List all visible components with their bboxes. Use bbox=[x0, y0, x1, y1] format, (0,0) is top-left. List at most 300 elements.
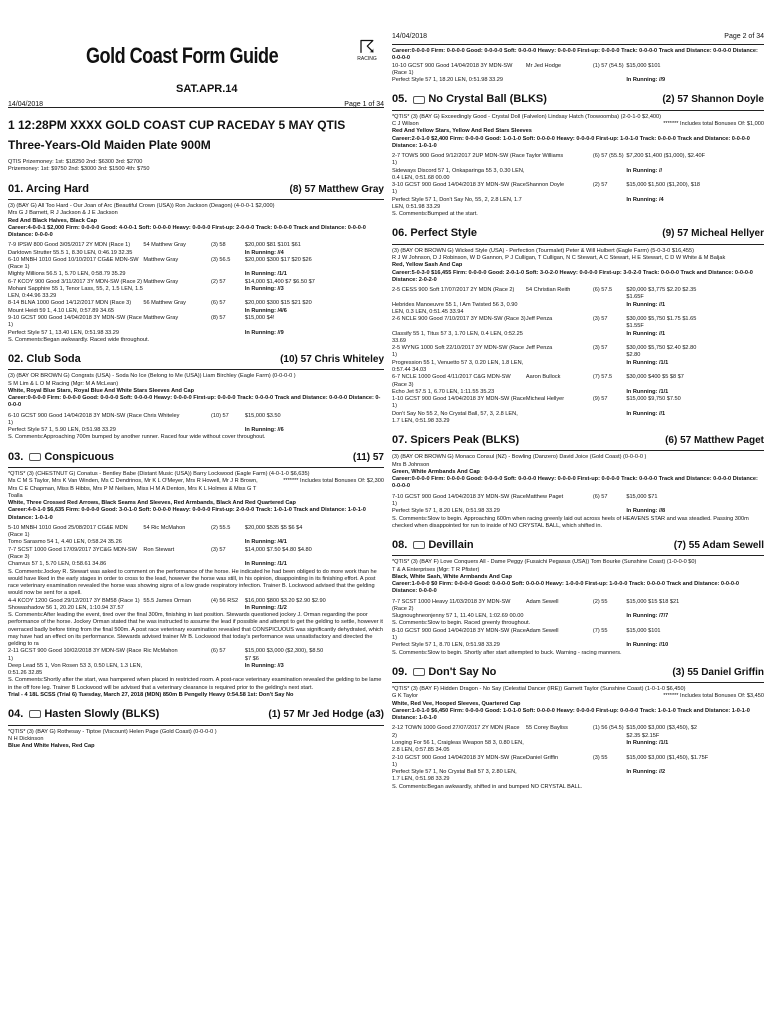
form-run-cell bbox=[328, 257, 384, 272]
form-run-cell bbox=[143, 605, 211, 612]
form-run-cell: Mohani Sapphire 55 1, Tenor Lass, 55, 2, 1.5 LEN, 1.5 LEN, 0:44.96 33.29 bbox=[8, 285, 143, 300]
horse-owner: Mrs G J Barnett, R J Jackson & J E Jackson bbox=[8, 210, 118, 217]
horse-title bbox=[392, 665, 496, 679]
form-run-cell bbox=[526, 613, 593, 620]
career-summary: Career:1-0-0-0 $0 Firm: 0-0-0-0 Good: 0-0-0-0 Soft: 0-0-0-0 Heavy: 1-0-0-0 First-up: 1-0-0-0 Track: 0-0-0-0 Track and Distance: 0-0-0-0 Distance: 0-0-0-0 bbox=[392, 581, 739, 595]
form-run-cell: $15,000 $3,000 ($1,450), $1.75F bbox=[626, 754, 709, 761]
form-run-cell: 4-4 KCOY 1200 Good 29/12/2017 3Y BM58 (Race 1) bbox=[8, 597, 140, 604]
form-run-cell: $20,000 $81 $101 $61 bbox=[244, 242, 301, 249]
race-title: 1 12:28PM XXXX GOLD COAST CUP RACEDAY 5 MAY QTIS bbox=[8, 118, 346, 132]
form-run-cell: (7) 57.5 bbox=[592, 374, 613, 381]
form-run-cell: $15,000 $101 bbox=[626, 627, 661, 634]
qtis-icon bbox=[413, 668, 425, 676]
form-run-cell bbox=[328, 547, 384, 562]
qtis-icon bbox=[29, 453, 41, 461]
form-run-cell: $14,000 $7.50 $4.80 $4.80 bbox=[244, 546, 312, 553]
divider bbox=[8, 107, 384, 108]
steward-comment: S. Comments:Began awkwardly. Raced wide throughout. bbox=[8, 336, 150, 343]
guide-title: Gold Coast Form Guide bbox=[86, 43, 279, 68]
form-run-cell: In Running: //10 bbox=[626, 642, 669, 649]
form-run-cell bbox=[143, 286, 211, 301]
horse-name: Spicers Peak (BLKS) bbox=[410, 434, 520, 447]
horse-title bbox=[392, 538, 474, 552]
form-run-cell bbox=[708, 411, 764, 426]
form-run-cell bbox=[526, 168, 593, 183]
horse-breeding: (3) (BAY OR BROWN G) Congrats (USA) - Soda No Ice (Belong to Me (USA)) Liam Birchley (Eagle Farm) (0-0-0-0 ) bbox=[8, 373, 296, 380]
form-run-row bbox=[392, 613, 764, 620]
form-run-row bbox=[8, 330, 384, 337]
horse-name: Perfect Style bbox=[410, 227, 478, 240]
horse-title bbox=[8, 182, 89, 196]
form-run-cell bbox=[211, 605, 245, 612]
form-run-cell: In Running: /1/1 bbox=[626, 739, 669, 746]
divider bbox=[392, 244, 764, 245]
form-run-cell bbox=[708, 182, 764, 197]
form-run-cell bbox=[211, 250, 245, 257]
form-run-row bbox=[392, 411, 764, 426]
horse-colours: Red, Yellow Sash And Cap bbox=[392, 262, 463, 269]
form-run-cell: In Running: /4/6 bbox=[244, 307, 287, 314]
form-run-cell: (9) 57 bbox=[592, 396, 608, 403]
form-run-cell bbox=[708, 389, 764, 396]
form-run-cell: (3) 57 bbox=[211, 546, 226, 553]
form-run-row bbox=[392, 331, 764, 346]
form-run-cell: $15,000 $15 $18 $21 bbox=[626, 598, 680, 605]
form-run-cell: Progression 55 1, Venuetto 57 3, 0.20 LEN, 1.8 LEN, 0:57.44 34.03 bbox=[392, 359, 524, 373]
form-run-cell: 10-10 GCST 900 Good 14/04/2018 3Y MDN-SW (Race 1) bbox=[392, 62, 513, 76]
form-run-row bbox=[8, 598, 384, 605]
divider bbox=[392, 555, 764, 556]
divider bbox=[392, 450, 764, 451]
horse-number: 09. bbox=[392, 665, 411, 678]
form-run-cell bbox=[708, 396, 764, 411]
steward-comment: S. Comments:Slow to begin. Approaching 600m when racing greenly laid out across heels of HEAVENS STAR and was steadied. Passing 300m checked when disappointed for run to inside of NO CRYSTAL BALL, which shifted in. bbox=[392, 515, 749, 529]
form-run-cell: In Running: //3 bbox=[244, 285, 284, 292]
horse-number: 01. bbox=[8, 182, 26, 195]
form-run-row bbox=[8, 413, 384, 428]
form-run-cell: In Running: /1/1 bbox=[244, 561, 287, 568]
form-run-cell bbox=[708, 613, 764, 620]
form-run-cell bbox=[593, 411, 626, 426]
form-run-cell bbox=[328, 279, 384, 286]
form-run-cell: Deep Lead 55 1, Von Rosen 53 3, 0.50 LEN, 1.3 LEN, 0:51.26 32.85 bbox=[8, 662, 143, 677]
form-run-cell: 6-10 GCST 900 Good 14/04/2018 3Y MDN-SW (Race 1) bbox=[8, 412, 142, 426]
form-run-cell: Matthew Gray bbox=[143, 315, 179, 321]
form-run-cell bbox=[211, 427, 245, 434]
form-run-cell: 7-9 IPSW 800 Good 3/05/2017 2Y MDN (Race 1) bbox=[8, 242, 131, 249]
divider bbox=[8, 369, 384, 370]
horse-title bbox=[8, 352, 81, 366]
horse-number: 03. bbox=[8, 450, 27, 463]
divider bbox=[392, 110, 764, 111]
form-run-cell bbox=[526, 360, 593, 375]
form-run-row bbox=[8, 663, 384, 678]
form-run-cell: Sideways Discord 57 1, Onkaparinga 55 3, 0.30 LEN, 0.4 LEN, 0:51.68 00.00 bbox=[392, 167, 525, 181]
form-run-row bbox=[8, 279, 384, 286]
form-run-cell: (3) 56.5 bbox=[211, 256, 231, 263]
horse-owner: S M Lim & L O M Racing (Mgr: M A McLean) bbox=[8, 380, 119, 387]
form-run-cell: Perfect Style 57 1, 8.70 LEN, 0:51.98 33.29 bbox=[392, 642, 500, 649]
horse-title bbox=[392, 226, 477, 240]
form-run-row bbox=[392, 769, 764, 784]
form-run-cell: $15,000 $9,750 $7.50 bbox=[626, 396, 681, 403]
form-run-cell bbox=[328, 271, 384, 278]
horse-jockey: (3) 55 Daniel Griffin bbox=[672, 666, 764, 678]
form-run-cell: 1-10 GCST 900 Good 14/04/2018 3Y MDN-SW (Race 1) bbox=[392, 396, 526, 410]
horse-owner: T & A Enterprises (Mgr: T R Pfister) bbox=[392, 566, 480, 573]
form-run-cell: Taylor Williams bbox=[525, 153, 564, 160]
form-run-cell bbox=[526, 508, 593, 515]
form-run-cell bbox=[708, 287, 764, 302]
horse-jockey: (6) 57 Matthew Paget bbox=[665, 435, 764, 447]
form-run-cell bbox=[708, 628, 764, 643]
bonus-text: ******* Includes total Bonuses Of: $2,300 bbox=[283, 478, 384, 485]
form-run-cell: (6) 57 (55.5) bbox=[592, 153, 624, 160]
form-run-cell: 2-6 NCLE 900 Good 7/10/2017 3Y MDN-SW (Race 3) bbox=[392, 316, 526, 323]
form-run-cell: Ric McMahon bbox=[143, 648, 178, 655]
form-run-row bbox=[392, 77, 764, 84]
form-run-cell bbox=[211, 663, 245, 678]
form-run-cell bbox=[593, 168, 626, 183]
form-run-cell: (6) 57 bbox=[211, 648, 226, 655]
horse-colours: Black, White Sash, White Armbands And Cap bbox=[392, 573, 512, 580]
form-run-cell: $7,200 $1,400 ($1,000), $2.40F bbox=[626, 153, 706, 160]
bonus-text: ******* Includes total Bonuses Of: $1,000 bbox=[663, 120, 764, 127]
form-run-cell: 6-10 MNBH 1010 Good 10/10/2017 CG&E MDN-SW (Race 1) bbox=[8, 256, 139, 271]
horse-colours: Green, White Armbands And Cap bbox=[392, 468, 480, 475]
right-date: 14/04/2018 bbox=[392, 33, 428, 40]
form-run-cell: 8-14 BLNA 1000 Good 14/12/2017 MDN (Race 3) bbox=[8, 300, 132, 307]
form-run-cell bbox=[708, 599, 764, 614]
career-summary: Career:2-0-1-0 $2,400 Firm: 0-0-0-0 Good: 1-0-1-0 Soft: 0-0-0-0 Heavy: 0-0-0-0 First-up: 1-0-1-0 Track: 0-0-0-0 Track and Distance: 0-0-0-0 Distance: 1-0-1-0 bbox=[392, 135, 750, 149]
form-run-row bbox=[8, 547, 384, 562]
form-run-cell: Echo Jet 57.5 1, 6.70 LEN, 1:11.55 35.23 bbox=[392, 388, 495, 395]
prizemoney-qtis: QTIS Prizemoney: 1st: $18250 2nd: $6300 3rd: $2700 bbox=[8, 159, 143, 166]
form-run-cell bbox=[708, 642, 764, 649]
form-run-cell: 2-5 WYNG 1000 Soft 22/10/2017 3Y MDN-SW (Race 1) bbox=[392, 345, 525, 359]
form-run-cell: 7-7 SCST 1000 Heavy 11/03/2018 3Y MDN-SW (Race 2) bbox=[392, 598, 511, 612]
form-run-cell: Chris Whiteley bbox=[143, 412, 180, 419]
horse-title bbox=[8, 450, 114, 464]
owner-bonus-row bbox=[8, 478, 384, 500]
form-run-cell: 2-10 GCST 900 Good 14/04/2018 3Y MDN-SW (Race 1) bbox=[392, 754, 526, 768]
form-run-cell bbox=[328, 413, 384, 428]
form-run-cell: Tomo Sarasmo 54 1, 4.40 LEN, 0:58.24 35.26 bbox=[8, 539, 122, 546]
form-run-cell bbox=[328, 561, 384, 568]
horse-colours: White, Royal Blue Stars, Royal Blue And White Stars Sleeves And Cap bbox=[8, 387, 195, 394]
horse-jockey: (9) 57 Micheal Hellyer bbox=[662, 228, 764, 240]
form-run-cell bbox=[708, 153, 764, 168]
horse-name: No Crystal Ball (BLKS) bbox=[428, 93, 547, 106]
form-run-cell: (2) 55.5 bbox=[211, 524, 231, 531]
divider bbox=[8, 467, 384, 468]
horse-breeding: *QTIS* (3) (BAY F) Hidden Dragon - No Say (Celestial Dancer (IRE)) Garnett Taylor (Sunshine Coast) (1-0-1-0 $6,450) bbox=[392, 686, 686, 693]
horse-number: 07. bbox=[392, 434, 411, 447]
horse-colours: Red And Yellow Stars, Yellow And Red Stars Sleeves bbox=[392, 128, 532, 135]
form-run-cell bbox=[143, 250, 211, 257]
form-run-row bbox=[392, 642, 764, 649]
form-run-cell: $20,000 $3,775 $2.20 $2.35 $1.65F bbox=[626, 287, 697, 301]
form-run-cell bbox=[328, 598, 384, 605]
form-run-row bbox=[8, 315, 384, 330]
horse-colours: Blue And White Halves, Red Cap bbox=[8, 743, 95, 750]
form-run-cell: In Running: //1 bbox=[626, 410, 666, 417]
form-run-cell bbox=[593, 389, 626, 396]
race-subtitle: Three-Years-Old Maiden Plate 900M bbox=[8, 137, 211, 152]
form-run-cell bbox=[708, 168, 764, 183]
horse-header bbox=[8, 707, 384, 721]
horse-owner: Mrs B Johnson bbox=[392, 461, 430, 468]
right-page-number: Page 2 of 34 bbox=[724, 33, 764, 40]
form-run-cell: $15,000 $71 bbox=[626, 493, 658, 500]
divider bbox=[392, 682, 764, 683]
form-run-row bbox=[392, 182, 764, 197]
form-run-cell bbox=[708, 63, 764, 78]
form-run-cell: In Running: /1/1 bbox=[626, 388, 669, 395]
form-run-cell: 5-10 MNBH 1010 Good 25/08/2017 CG&E MDN (Race 1) bbox=[8, 524, 128, 539]
form-run-cell bbox=[328, 308, 384, 315]
form-run-cell: (2) 57 bbox=[211, 278, 226, 285]
form-run-cell bbox=[526, 331, 593, 346]
horse-owner: R J W Johnson, D J Robinson, W D Gannon, P J Culligan, T Culligan, N C Stewart, A C Stewart, H E Stewart, C D W White & M Baljak bbox=[392, 255, 726, 261]
form-run-cell: (2) 57 bbox=[592, 182, 608, 189]
steward-comment: S. Comments:Shortly after the start, was hampered when placed in restricted room. A post-race veterinary examination revealed the gelding to be lame in the off fore leg. Trainer B Lockwood will be advised that a veterinary clearance is required prior to the gelding's next start. bbox=[8, 677, 382, 691]
form-run-cell: Aaron Bullock bbox=[525, 374, 561, 381]
career-summary: Career:4-0-1-0 $6,635 Firm: 0-0-0-0 Good: 3-0-1-0 Soft: 0-0-0-0 Heavy: 0-0-0-0 First-up: 2-0-0-0 Track: 1-0-1-0 Track and Distance: 1-0-1-0 Distance: 1-0-1-0 bbox=[8, 507, 366, 521]
form-run-cell bbox=[328, 286, 384, 301]
form-run-cell: 2-11 GCST 900 Good 10/02/2018 3Y MDN-SW (Race 1) bbox=[8, 648, 142, 662]
form-run-cell bbox=[526, 740, 593, 755]
racing-logo bbox=[350, 38, 384, 63]
form-run-cell: 54 Ric McMahon bbox=[143, 524, 186, 531]
form-run-cell: 7-10 GCST 900 Good 14/04/2018 3Y MDN-SW (Race 1) bbox=[392, 493, 526, 507]
form-run-cell bbox=[593, 740, 626, 755]
form-run-row bbox=[8, 561, 384, 568]
form-run-cell bbox=[143, 539, 211, 546]
form-run-cell: In Running: /1/2 bbox=[244, 604, 287, 611]
form-run-row bbox=[392, 508, 764, 515]
horse-name: Club Soda bbox=[26, 353, 81, 366]
form-run-cell: Matthew Gray bbox=[143, 256, 179, 263]
form-run-cell bbox=[143, 561, 211, 568]
horse-breeding: *QTIS* (3) (BAY F) Love Conquers All - Dame Peggy (Fusaichi Pegasus (USA)) Tom Bourke (Sunshine Coast) (1-0-0-0 $0) bbox=[392, 559, 697, 566]
horse-name: Devillain bbox=[428, 539, 474, 552]
form-run-cell bbox=[708, 508, 764, 515]
left-page-number: Page 1 of 34 bbox=[344, 101, 384, 108]
form-run-cell: 56 Matthew Gray bbox=[143, 300, 186, 307]
form-run-row bbox=[392, 168, 764, 183]
form-run-cell bbox=[708, 331, 764, 346]
form-run-cell: $15,000 $1,500 ($1,200), $18 bbox=[626, 182, 701, 189]
steward-comment: S. Comments:Bumped at the start. bbox=[392, 211, 478, 218]
form-run-cell: Darktown Strutter 55.5 1, 8.30 LEN, 0:46.19 32.35 bbox=[8, 249, 133, 256]
horse-name: Don't Say No bbox=[428, 665, 497, 678]
career-summary: Career:1-0-1-0 $6,450 Firm: 0-0-0-0 Good: 1-0-1-0 Soft: 0-0-0-0 Heavy: 0-0-0-0 First-up: 0-0-0-0 Track: 1-0-1-0 Track and Distance: 1-0-1-0 Distance: 1-0-1-0 bbox=[392, 707, 750, 722]
form-run-cell bbox=[593, 331, 626, 346]
form-run-cell bbox=[143, 308, 211, 315]
steward-comment: S. Comments:Slow to begin. Shortly after start attempted to buck. Warning - racing manners. bbox=[392, 649, 622, 656]
form-run-cell bbox=[708, 769, 764, 784]
qtis-icon bbox=[413, 541, 425, 549]
race-day: SAT.APR.14 bbox=[176, 83, 238, 95]
career-summary: Career:4-0-0-1 $2,000 Firm: 0-0-0-0 Good: 4-0-0-1 Soft: 0-0-0-0 Heavy: 0-0-0-0 First-up: 2-0-0-0 Track: 0-0-0-0 Track and Distance: 0-0-0-0 Distance: 0-0-0-0 bbox=[8, 224, 366, 239]
form-run-cell bbox=[526, 197, 593, 212]
form-run-cell: In Running: //3 bbox=[244, 662, 284, 669]
steward-comment: S. Comments:Began awkwardly, shifted in and bumped NO CRYSTAL BALL. bbox=[392, 783, 583, 790]
form-run-cell bbox=[328, 250, 384, 257]
horse-owner: G K Taylor bbox=[392, 693, 419, 700]
form-run-row bbox=[392, 389, 764, 396]
form-run-cell bbox=[708, 77, 764, 84]
horse-name: Hasten Slowly (BLKS) bbox=[44, 708, 160, 721]
left-header bbox=[8, 0, 384, 108]
career-summary: Career:5-0-3-0 $16,455 Firm: 0-0-0-0 Good: 2-0-1-0 Soft: 3-0-2-0 Heavy: 0-0-0-0 First-up: 3-0-2-0 Track: 0-0-0-0 Track and Distance: 0-0-0-0 Distance: 2-0-2-0 bbox=[392, 269, 753, 283]
form-run-cell: Matthew Gray bbox=[143, 278, 179, 285]
form-run-cell: Adam Sewell bbox=[525, 627, 559, 634]
divider bbox=[8, 199, 384, 200]
career-summary: Career:0-0-0-0 Firm: 0-0-0-0 Good: 0-0-0-0 Soft: 0-0-0-0 Heavy: 0-0-0-0 First-up: 0-0-0-0 Track: 0-0-0-0 Track and Distance: 0-0-0-0 Distance: 0-0-0-0 bbox=[8, 395, 381, 409]
form-run-cell: Don't Say No 55 2, No Crystal Ball, 57, 3, 2.8 LEN, 1.7 LEN, 0:51.98 33.29 bbox=[392, 410, 518, 424]
divider bbox=[8, 725, 384, 726]
steward-comment: S. Comments:Jockey R. Stewart was asked to comment on the performance of the horse. He indicated he had been obliged to do more work than he would have liked in the early stages in order to cross to the lead, however the horse was still, in his opinion, disappointing in its finishing effort. A post race veterinary examination revealed the horse was showing signs of a low grade respiratory infection. Trainer B. Lockwood advised that the gelding would now be sent for a spell. bbox=[8, 568, 377, 597]
form-run-row bbox=[392, 345, 764, 360]
horse-name: Conspicuous bbox=[44, 450, 115, 463]
form-run-cell bbox=[526, 389, 593, 396]
form-run-cell bbox=[211, 271, 245, 278]
form-run-row bbox=[392, 63, 764, 78]
form-run-cell: (1) 57 (54.5) bbox=[592, 62, 624, 69]
form-run-cell bbox=[328, 605, 384, 612]
form-run-row bbox=[8, 257, 384, 272]
form-run-row bbox=[8, 648, 384, 663]
horse-number: 06. bbox=[392, 227, 411, 240]
form-run-cell: $20,000 $535 $5 $6 $4 bbox=[244, 524, 303, 531]
form-run-cell: Ron Stewart bbox=[143, 546, 175, 553]
steward-comment: S. Comments:Slow to begin. Raced greenly throughout. bbox=[392, 620, 531, 627]
horse-colours: Red And Black Halves, Black Cap bbox=[8, 217, 98, 224]
form-run-cell: 7-7 SCST 1000 Good 17/09/2017 3YC&G MDN-SW (Race 3) bbox=[8, 546, 137, 560]
horse-title bbox=[392, 92, 547, 106]
form-run-cell: In Running: /4/1 bbox=[244, 539, 287, 546]
form-run-cell: Shannon Doyle bbox=[525, 182, 565, 189]
form-run-row bbox=[392, 316, 764, 331]
form-run-cell: Mr Jed Hodge bbox=[525, 62, 562, 69]
form-run-cell: Perfect Style 57 1, 8.20 LEN, 0:51.98 33.29 bbox=[392, 508, 500, 515]
horse-breeding: *QTIS* (3) (CHESTNUT G) Conatus - Bentley Babe (Distant Music (USA)) Barry Lockwood (Eagle Farm) (4-0-1-0 $6,635) bbox=[8, 471, 310, 478]
form-run-cell: In Running: //9 bbox=[244, 329, 284, 336]
form-run-row bbox=[392, 287, 764, 302]
form-run-cell bbox=[526, 302, 593, 317]
form-run-cell: Jeff Penza bbox=[525, 345, 553, 352]
bonus-text: ******* Includes total Bonuses Of: $3,450 bbox=[663, 693, 764, 700]
form-run-cell: In Running: //8 bbox=[626, 508, 666, 515]
form-run-cell: (3) 57 bbox=[592, 316, 608, 323]
form-run-cell: $30,000 $5,750 $1.75 $1.65 $1.55F bbox=[626, 316, 697, 330]
form-run-cell: (7) 55 bbox=[592, 627, 608, 634]
form-run-row bbox=[8, 525, 384, 540]
form-run-cell bbox=[708, 360, 764, 375]
form-run-cell bbox=[211, 308, 245, 315]
form-run-cell: $30,000 $400 $5 $8 $7 bbox=[626, 374, 684, 381]
right-column bbox=[392, 0, 764, 791]
form-run-cell bbox=[593, 197, 626, 212]
form-run-row bbox=[392, 494, 764, 509]
horse-header bbox=[392, 538, 764, 552]
form-run-cell bbox=[328, 539, 384, 546]
form-run-cell: In Running: /1/1 bbox=[244, 271, 287, 278]
career-summary: Career:0-0-0-0 Firm: 0-0-0-0 Good: 0-0-0-0 Soft: 0-0-0-0 Heavy: 0-0-0-0 First-up: 0-0-0-0 Track: 0-0-0-0 Track and Distance: 0-0-0-0 Distance: 0-0-0-0 bbox=[392, 476, 758, 490]
horse-owner: N H Dickinson bbox=[8, 735, 44, 742]
form-run-cell: In Running: /4 bbox=[626, 196, 664, 203]
horse-header bbox=[8, 182, 384, 196]
form-run-cell bbox=[708, 302, 764, 317]
form-run-cell: Mount Heidi 59 1, 4.10 LEN, 0:57.89 34.65 bbox=[8, 307, 115, 314]
form-run-cell: In Running: /1/1 bbox=[626, 359, 669, 366]
form-run-cell bbox=[593, 77, 626, 84]
form-run-cell bbox=[708, 197, 764, 212]
form-run-row bbox=[392, 153, 764, 168]
career-summary: Career:0-0-0-0 Firm: 0-0-0-0 Good: 0-0-0-0 Soft: 0-0-0-0 Heavy: 0-0-0-0 First-up: 0-0-0-0 Track: 0-0-0-0 Track and Distance: 0-0-0-0 Distance: 0-0-0-0 bbox=[392, 48, 758, 62]
form-run-row bbox=[392, 628, 764, 643]
form-run-cell bbox=[328, 648, 384, 663]
form-run-cell: 55 Corey Bayliss bbox=[525, 725, 568, 732]
horse-owner: Ms C M S Taylor, Mrs K Van Winden, Ms C Dendrinos, Mr K L O'Meyer, Mrs R Howell, Mr J R Brown, Mrs C E Chapman, Miss B Hibbs, Mrs P M Neilsen, Miss H M A Denton, Mrs K L Holmes & Miss G T Toalla bbox=[8, 478, 258, 499]
horse-header bbox=[8, 450, 384, 464]
form-run-cell: 2-7 TOWS 900 Good 9/12/2017 2UP MDN-SW (Race 1) bbox=[392, 153, 525, 167]
steward-comment: S. Comments:After leading the event, tired over the final 300m, finishing in last position. Stewards questioned jockey J. Orman regarding the poor performance of the horse. Jockey Orman stated that he was instructed to assume the lead if possible and attempt to get the gelding to settle, however it overraced badly before tiring from the final 500m. A post race veterinary examination revealed that CONSPICUOUS was significantly dehydrated, which may have had an effect on its performance. Stewards advised trainer Mr B. Lockwood that today's performance was unsatisfactory and directed the gelding to ra bbox=[8, 612, 383, 648]
form-run-cell: Jeff Penza bbox=[525, 316, 553, 323]
right-header bbox=[392, 32, 764, 41]
divider bbox=[392, 44, 764, 45]
prizemoney: Prizemoney: 1st: $9750 2nd: $3000 3rd: $1500 4th: $750 bbox=[8, 166, 150, 173]
form-run-cell: (4) 56 RS2 bbox=[211, 597, 239, 604]
form-run-cell bbox=[328, 427, 384, 434]
form-run-cell: Micheal Hellyer bbox=[525, 396, 565, 403]
form-run-cell: $20,000 $300 $15 $21 $20 bbox=[244, 300, 312, 307]
form-run-cell: Slugnoughneonjenny 57 1, 11.40 LEN, 1:02.69 00.00 bbox=[392, 613, 524, 620]
form-run-row bbox=[392, 360, 764, 375]
form-run-cell: (10) 57 bbox=[211, 412, 229, 419]
form-run-cell: $15,000 $101 bbox=[626, 62, 661, 69]
form-run-cell bbox=[328, 525, 384, 540]
form-run-cell bbox=[526, 411, 593, 426]
form-run-cell: $30,000 $5,750 $2.40 $2.80 $2.80 bbox=[626, 345, 697, 359]
horse-header bbox=[392, 92, 764, 106]
form-run-row bbox=[392, 374, 764, 389]
form-run-cell: In Running: //4 bbox=[244, 249, 284, 256]
form-run-row bbox=[8, 605, 384, 612]
form-run-row bbox=[392, 302, 764, 317]
form-run-cell: In Running: /7/7 bbox=[626, 613, 669, 620]
form-run-row bbox=[392, 725, 764, 740]
owner-bonus-row bbox=[392, 121, 764, 128]
form-run-cell: $15,000 $3.50 bbox=[244, 412, 281, 419]
form-run-cell: 2-12 TOWN 1000 Good 27/07/2017 2Y MDN (Race 2) bbox=[392, 725, 520, 739]
form-run-cell: 54 Matthew Gray bbox=[143, 242, 186, 249]
form-run-cell: Hebrides Manoeuvre 55 1, I Am Twisted 56 3, 0.90 LEN, 0.3 LEN, 0:51.45 33.94 bbox=[392, 301, 518, 315]
form-run-cell bbox=[143, 330, 211, 337]
form-run-row bbox=[8, 286, 384, 301]
form-run-cell bbox=[143, 427, 211, 434]
horse-jockey: (11) 57 bbox=[352, 451, 384, 463]
form-run-cell bbox=[708, 725, 764, 740]
form-run-cell bbox=[708, 740, 764, 755]
form-run-cell: $20,000 $300 $17 $20 $26 bbox=[244, 256, 312, 263]
form-run-cell: (3) 58 bbox=[211, 242, 226, 249]
form-run-cell: (6) 57.5 bbox=[592, 287, 613, 294]
form-run-row bbox=[8, 300, 384, 307]
form-run-cell bbox=[593, 642, 626, 649]
